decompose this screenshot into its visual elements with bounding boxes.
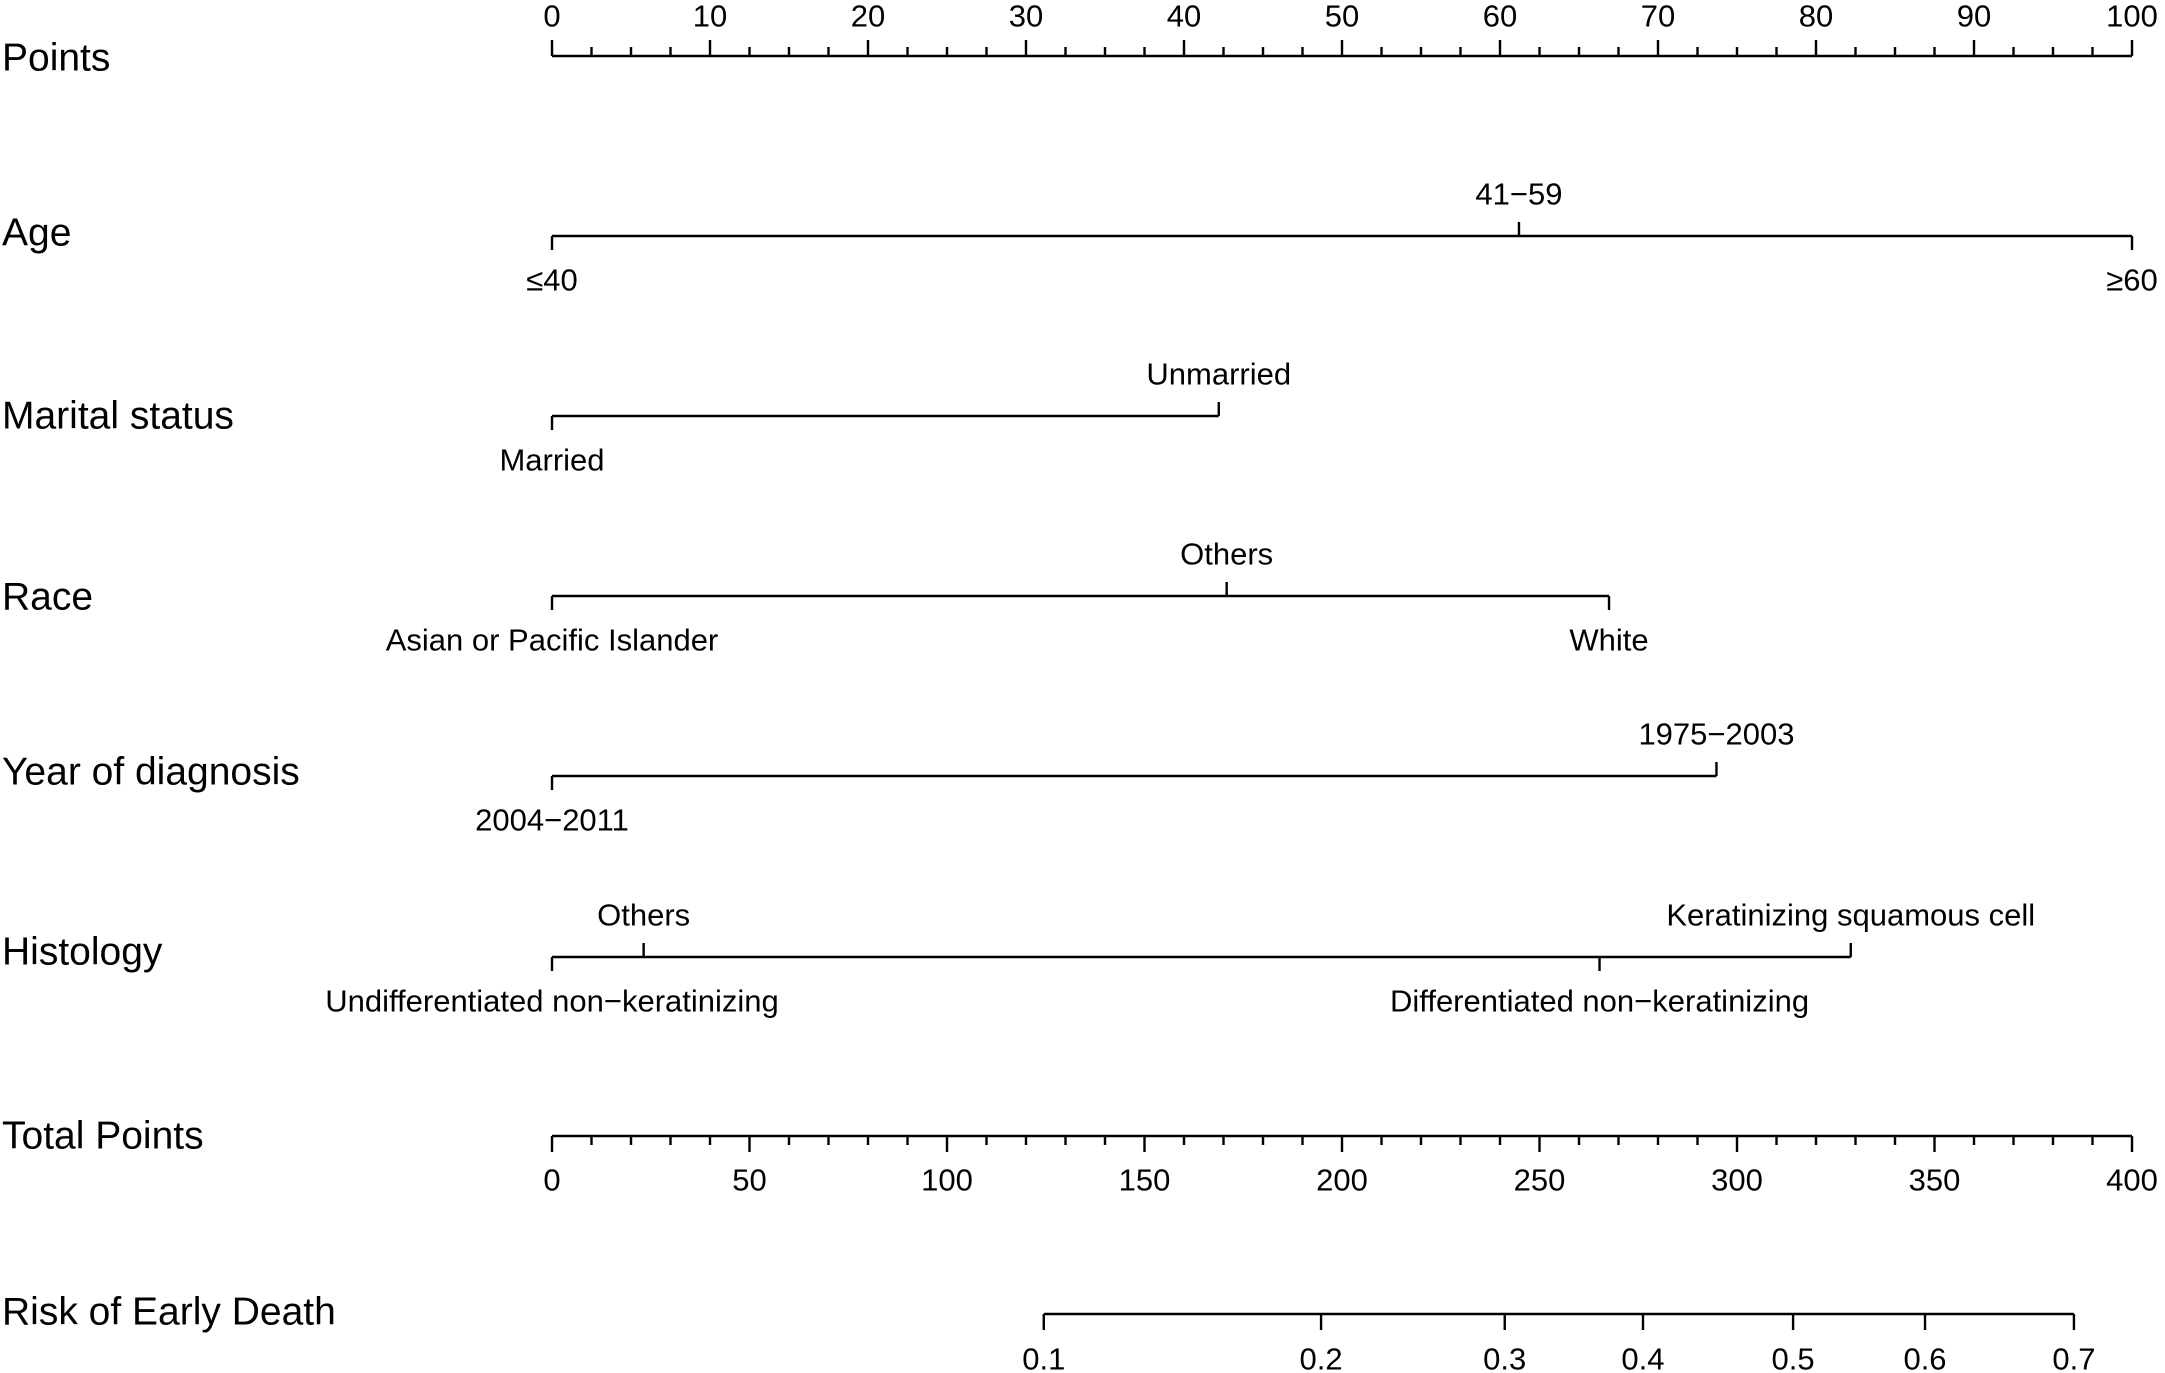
total-points-tick-label: 150 <box>1118 1162 1171 1198</box>
risk-tick-label: 0.2 <box>1299 1341 1343 1373</box>
points-tick-label: 50 <box>1324 0 1360 34</box>
year-of-diagnosis-row-label: Year of diagnosis <box>2 750 300 794</box>
total-points-tick-label: 350 <box>1908 1162 1961 1198</box>
age-level-label: 41−59 <box>1475 176 1563 212</box>
total-points-tick-label: 300 <box>1711 1162 1763 1198</box>
risk-tick-label: 0.6 <box>1903 1341 1947 1373</box>
risk-tick-label: 0.3 <box>1483 1341 1527 1373</box>
total-points-tick-label: 0 <box>543 1162 561 1198</box>
risk-tick-label: 0.7 <box>2052 1341 2096 1373</box>
points-tick-label: 90 <box>1956 0 1992 34</box>
marital-status-level-label: Married <box>499 442 605 478</box>
histology-level-label: Others <box>597 897 691 933</box>
points-tick-label: 40 <box>1166 0 1202 34</box>
race-level-label: White <box>1569 622 1649 658</box>
race-row-label: Race <box>2 575 94 619</box>
points-tick-label: 100 <box>2106 0 2158 34</box>
points-row-label: Points <box>2 36 111 80</box>
age-level-label: ≤40 <box>526 262 578 298</box>
risk-tick-label: 0.4 <box>1621 1341 1665 1373</box>
histology-level-label: Undifferentiated non−keratinizing <box>325 983 779 1019</box>
points-tick-label: 30 <box>1008 0 1044 34</box>
total-points-row-label: Total Points <box>2 1114 204 1158</box>
points-tick-label: 20 <box>850 0 886 34</box>
total-points-tick-label: 100 <box>921 1162 973 1198</box>
total-points-tick-label: 250 <box>1513 1162 1566 1198</box>
risk-tick-label: 0.1 <box>1022 1341 1066 1373</box>
year-of-diagnosis-level-label: 2004−2011 <box>475 802 629 838</box>
marital-status-level-label: Unmarried <box>1146 356 1292 392</box>
total-points-tick-label: 200 <box>1316 1162 1368 1198</box>
marital-status-row-label: Marital status <box>2 394 234 438</box>
age-row-label: Age <box>2 211 72 255</box>
histology-level-label: Keratinizing squamous cell <box>1666 897 2036 933</box>
risk-tick-label: 0.5 <box>1771 1341 1815 1373</box>
risk-row-label: Risk of Early Death <box>2 1290 336 1334</box>
total-points-tick-label: 400 <box>2106 1162 2158 1198</box>
race-level-label: Asian or Pacific Islander <box>385 622 719 658</box>
points-tick-label: 80 <box>1798 0 1834 34</box>
histology-level-label: Differentiated non−keratinizing <box>1390 983 1810 1019</box>
total-points-tick-label: 50 <box>732 1162 767 1198</box>
year-of-diagnosis-level-label: 1975−2003 <box>1638 716 1795 752</box>
histology-row-label: Histology <box>2 930 163 974</box>
age-level-label: ≥60 <box>2106 262 2158 298</box>
points-tick-label: 0 <box>543 0 561 34</box>
points-tick-label: 60 <box>1482 0 1518 34</box>
points-tick-label: 70 <box>1640 0 1676 34</box>
points-tick-label: 10 <box>692 0 728 34</box>
race-level-label: Others <box>1180 536 1274 572</box>
